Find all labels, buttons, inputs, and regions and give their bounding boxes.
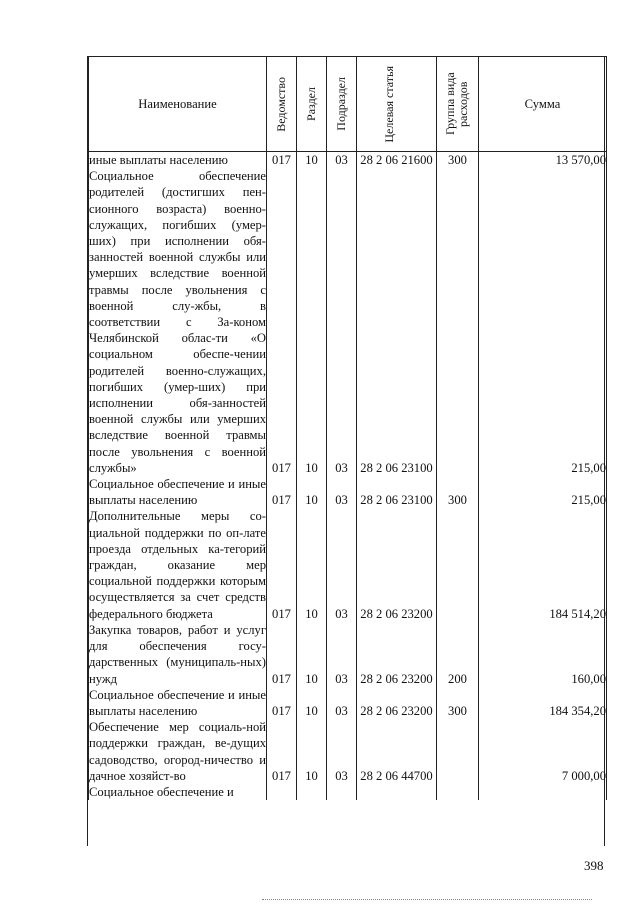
header-subsection (327, 57, 357, 152)
row-section: 10 (297, 622, 327, 687)
row-target-article (357, 784, 437, 800)
row-section: 10 (297, 152, 327, 169)
row-target-article: 28 2 06 23100 (357, 168, 437, 476)
table-row (89, 508, 607, 621)
row-expense-group (437, 168, 479, 476)
table-row (89, 168, 607, 476)
row-amount: 215,00 (479, 168, 607, 476)
header-target-article-label: Целевая статья (381, 65, 396, 143)
row-target-article: 28 2 06 23200 (357, 687, 437, 719)
row-target-article: 28 2 06 21600 (357, 152, 437, 169)
header-target-article (357, 57, 437, 152)
header-name: Наименование (89, 57, 267, 152)
header-row (89, 57, 607, 152)
row-subsection (327, 784, 357, 800)
row-subsection: 03 (327, 152, 357, 169)
row-name: иные выплаты населению (89, 152, 267, 169)
table-row (89, 784, 607, 800)
row-target-article: 28 2 06 23200 (357, 508, 437, 621)
row-amount: 215,00 (479, 476, 607, 508)
row-amount: 7 000,00 (479, 719, 607, 784)
row-target-article: 28 2 06 44700 (357, 719, 437, 784)
page-number: 398 (584, 858, 604, 873)
row-name: Дополнительные меры со-циальной поддержки по оп-лате проезда отдельных ка-тегорий граждан, оказание мер социальной поддержки которым осуществляется за счет средств федерального бюджета (89, 509, 266, 621)
table-body (89, 152, 607, 801)
header-expense-group-label: Группа вида расходов (442, 72, 470, 136)
row-amount: 184 354,20 (479, 687, 607, 719)
header-expense-group (437, 57, 479, 152)
row-department: 017 (267, 622, 297, 687)
footer-divider (262, 899, 592, 900)
row-expense-group: 200 (437, 622, 479, 687)
row-target-article: 28 2 06 23100 (357, 476, 437, 508)
row-expense-group (437, 508, 479, 621)
row-name: Социальное обеспечение родителей (достигших пен-сионного возраста) военно-служащих, погибших (умер-ших) при исполнении обя-занностей военной службы или умерших вследствие военной травмы после увольнения с военной слу-жбы, в соответствии с За-коном Челябинской облас-ти «О социальном обеспе-чении родителей военно-служащих, погибших (умер-ших) при исполнении обя-занностей военной службы или умерших вследствие военной травмы после увольнения с военной службы» (89, 169, 266, 475)
row-subsection: 03 (327, 168, 357, 476)
row-expense-group (437, 784, 479, 800)
row-name: Обеспечение мер социаль-ной поддержки граждан, ве-дущих садоводство, огород-ничество и дачное хозяйст-во (89, 720, 266, 783)
row-section: 10 (297, 687, 327, 719)
row-department (267, 784, 297, 800)
row-name: Социальное обеспечение и (89, 784, 267, 800)
row-expense-group: 300 (437, 687, 479, 719)
row-name: Социальное обеспечение и иные выплаты населению (89, 477, 266, 508)
row-department: 017 (267, 476, 297, 508)
row-department: 017 (267, 719, 297, 784)
budget-table (88, 56, 607, 800)
row-target-article: 28 2 06 23200 (357, 622, 437, 687)
header-department (267, 57, 297, 152)
row-expense-group (437, 719, 479, 784)
row-department: 017 (267, 152, 297, 169)
row-name: Закупка товаров, работ и услуг для обеспечения госу-дарственных (муниципаль-ных) нужд (89, 622, 266, 686)
row-department: 017 (267, 687, 297, 719)
header-subsection-label: Подраздел (334, 77, 348, 131)
row-amount: 184 514,20 (479, 508, 607, 621)
row-amount (479, 784, 607, 800)
header-amount: Сумма (479, 57, 607, 152)
row-expense-group: 300 (437, 152, 479, 169)
table-row (89, 622, 607, 687)
row-section: 10 (297, 476, 327, 508)
table-row (89, 476, 607, 508)
row-subsection: 03 (327, 508, 357, 621)
header-department-label: Ведомство (274, 76, 288, 132)
row-amount: 160,00 (479, 622, 607, 687)
row-amount: 13 570,00 (479, 152, 607, 169)
row-section: 10 (297, 719, 327, 784)
row-subsection: 03 (327, 687, 357, 719)
budget-table-frame (87, 56, 605, 846)
row-department: 017 (267, 168, 297, 476)
row-section: 10 (297, 508, 327, 621)
row-subsection: 03 (327, 622, 357, 687)
row-section (297, 784, 327, 800)
table-row (89, 687, 607, 719)
header-section-label: Раздел (304, 87, 318, 121)
row-department: 017 (267, 508, 297, 621)
table-row (89, 152, 607, 169)
row-subsection: 03 (327, 719, 357, 784)
table-row (89, 719, 607, 784)
row-subsection: 03 (327, 476, 357, 508)
row-section: 10 (297, 168, 327, 476)
row-expense-group: 300 (437, 476, 479, 508)
row-name: Социальное обеспечение и иные выплаты населению (89, 687, 266, 718)
header-section (297, 57, 327, 152)
